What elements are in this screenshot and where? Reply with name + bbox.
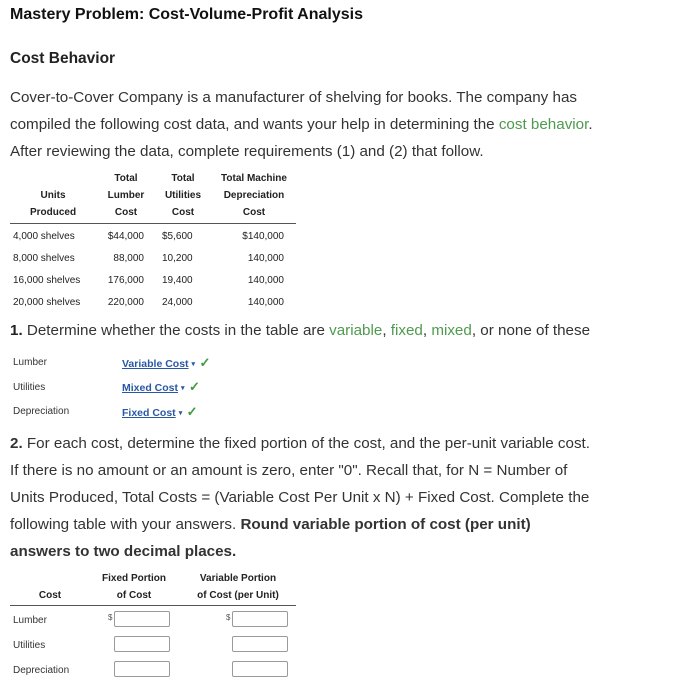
mixed-link[interactable]: mixed xyxy=(431,322,472,339)
utilities-dropdown-value: Mixed Cost xyxy=(122,382,179,394)
q1-label-utilities: Utilities xyxy=(13,382,46,393)
intro-paragraph xyxy=(10,84,700,165)
variable-link[interactable]: variable xyxy=(329,322,383,339)
row-4-lumber: 220,000 xyxy=(107,297,144,308)
q1-answer-utilities xyxy=(122,378,200,396)
check-icon: ✓ xyxy=(188,379,200,394)
q1-sep-1: , xyxy=(382,322,391,339)
answer-header-cost: Cost xyxy=(38,590,62,601)
chevron-down-icon: ▾ xyxy=(178,410,183,417)
cost-behavior-link[interactable]: cost behavior xyxy=(498,116,589,133)
row-2-depreciation: 140,000 xyxy=(247,253,284,264)
answer-label-utilities: Utilities xyxy=(13,640,46,651)
lumber-fixed-input[interactable] xyxy=(114,611,170,627)
header-utilities-row1: Total xyxy=(171,173,195,184)
header-depreciation-row3: Cost xyxy=(242,207,266,218)
currency-symbol: $ xyxy=(226,613,231,622)
intro-line-2 xyxy=(10,111,700,138)
depreciation-dropdown-value: Fixed Cost xyxy=(122,407,176,419)
question-1 xyxy=(10,322,590,339)
row-4-utilities: 24,000 xyxy=(162,297,193,308)
header-lumber-row2: Lumber xyxy=(107,190,145,201)
row-3-units: 16,000 shelves xyxy=(13,275,81,286)
page-title: Mastery Problem: Cost-Volume-Profit Analysis xyxy=(10,6,363,23)
fixed-link[interactable]: fixed xyxy=(390,322,423,339)
header-utilities-row3: Cost xyxy=(171,207,195,218)
row-4-units: 20,000 shelves xyxy=(13,297,81,308)
row-1-depreciation: $140,000 xyxy=(242,231,284,242)
question-2 xyxy=(10,430,700,565)
q2-line-3: Units Produced, Total Costs = (Variable Cost Per Unit x N) + Fixed Cost. Complete the xyxy=(10,489,590,506)
question-1-text: Determine whether the costs in the table are xyxy=(22,322,330,339)
lumber-variable-input[interactable] xyxy=(232,611,288,627)
row-2-utilities: 10,200 xyxy=(162,253,193,264)
q2-line-2: If there is no amount or an amount is zero, enter "0". Recall that, for N = Number of xyxy=(10,462,568,479)
header-depreciation-row2: Depreciation xyxy=(223,190,285,201)
check-icon: ✓ xyxy=(186,404,198,419)
q2-line-5 xyxy=(10,538,700,565)
answer-header-fixed-row2: of Cost xyxy=(116,590,152,601)
q1-sep-2: , xyxy=(422,322,432,339)
utilities-variable-input[interactable] xyxy=(232,636,288,652)
q1-label-lumber: Lumber xyxy=(13,357,47,368)
utilities-behavior-dropdown[interactable] xyxy=(122,382,185,394)
row-3-lumber: 176,000 xyxy=(107,275,144,286)
intro-line-1: Cover-to-Cover Company is a manufacturer of shelving for books. The company has xyxy=(10,89,577,106)
depreciation-fixed-input[interactable] xyxy=(114,661,170,677)
row-4-depreciation: 140,000 xyxy=(247,297,284,308)
section-heading: Cost Behavior xyxy=(10,50,116,67)
row-1-utilities: $5,600 xyxy=(162,231,193,242)
question-1-text-end: , or none of these xyxy=(471,322,591,339)
header-units-row2: Units xyxy=(40,190,66,201)
currency-symbol: $ xyxy=(108,613,113,622)
check-icon: ✓ xyxy=(199,355,211,370)
row-3-depreciation: 140,000 xyxy=(247,275,284,286)
answer-header-fixed-row1: Fixed Portion xyxy=(102,573,166,584)
answer-label-lumber: Lumber xyxy=(13,615,47,626)
header-utilities-row2: Utilities xyxy=(164,190,202,201)
q2-line-5-bold: answers to two decimal places. xyxy=(10,543,237,560)
header-lumber-row1: Total xyxy=(114,173,138,184)
q2-line-4-bold: Round variable portion of cost (per unit) xyxy=(240,516,531,533)
lumber-behavior-dropdown[interactable] xyxy=(122,358,195,370)
q1-label-depreciation: Depreciation xyxy=(13,406,70,417)
header-lumber-row3: Cost xyxy=(114,207,138,218)
row-2-units: 8,000 shelves xyxy=(13,253,75,264)
question-2-number: 2. xyxy=(10,435,23,452)
intro-line-2-text: compiled the following cost data, and wants your help in determining the xyxy=(10,116,499,133)
depreciation-behavior-dropdown[interactable] xyxy=(122,407,182,419)
chevron-down-icon: ▾ xyxy=(191,361,196,368)
answer-header-variable-row2: of Cost (per Unit) xyxy=(197,590,279,601)
chevron-down-icon: ▾ xyxy=(181,385,185,392)
answer-label-depreciation: Depreciation xyxy=(13,665,70,676)
answer-table-divider xyxy=(10,605,296,606)
answer-header-variable-row1: Variable Portion xyxy=(199,573,277,584)
q2-line-4 xyxy=(10,511,700,538)
utilities-fixed-input[interactable] xyxy=(114,636,170,652)
q2-line-1-text: For each cost, determine the fixed portion of the cost, and the per-unit variable cost. xyxy=(22,435,590,452)
question-1-number: 1. xyxy=(10,322,23,339)
q1-answer-depreciation xyxy=(122,403,198,421)
depreciation-variable-input[interactable] xyxy=(232,661,288,677)
intro-line-2-end: . xyxy=(588,116,593,133)
lumber-dropdown-value: Variable Cost xyxy=(122,358,189,370)
row-2-lumber: 88,000 xyxy=(113,253,144,264)
intro-line-3: After reviewing the data, complete requirements (1) and (2) that follow. xyxy=(10,143,484,160)
header-depreciation-row1: Total Machine xyxy=(221,173,287,184)
row-1-lumber: $44,000 xyxy=(107,231,144,242)
q2-line-4-text: following table with your answers. xyxy=(10,516,241,533)
q1-answer-lumber xyxy=(122,354,210,372)
header-units-row3: Produced xyxy=(29,207,77,218)
q2-line-1 xyxy=(10,430,700,457)
row-1-units: 4,000 shelves xyxy=(13,231,75,242)
table-header-divider xyxy=(10,223,296,224)
row-3-utilities: 19,400 xyxy=(162,275,193,286)
